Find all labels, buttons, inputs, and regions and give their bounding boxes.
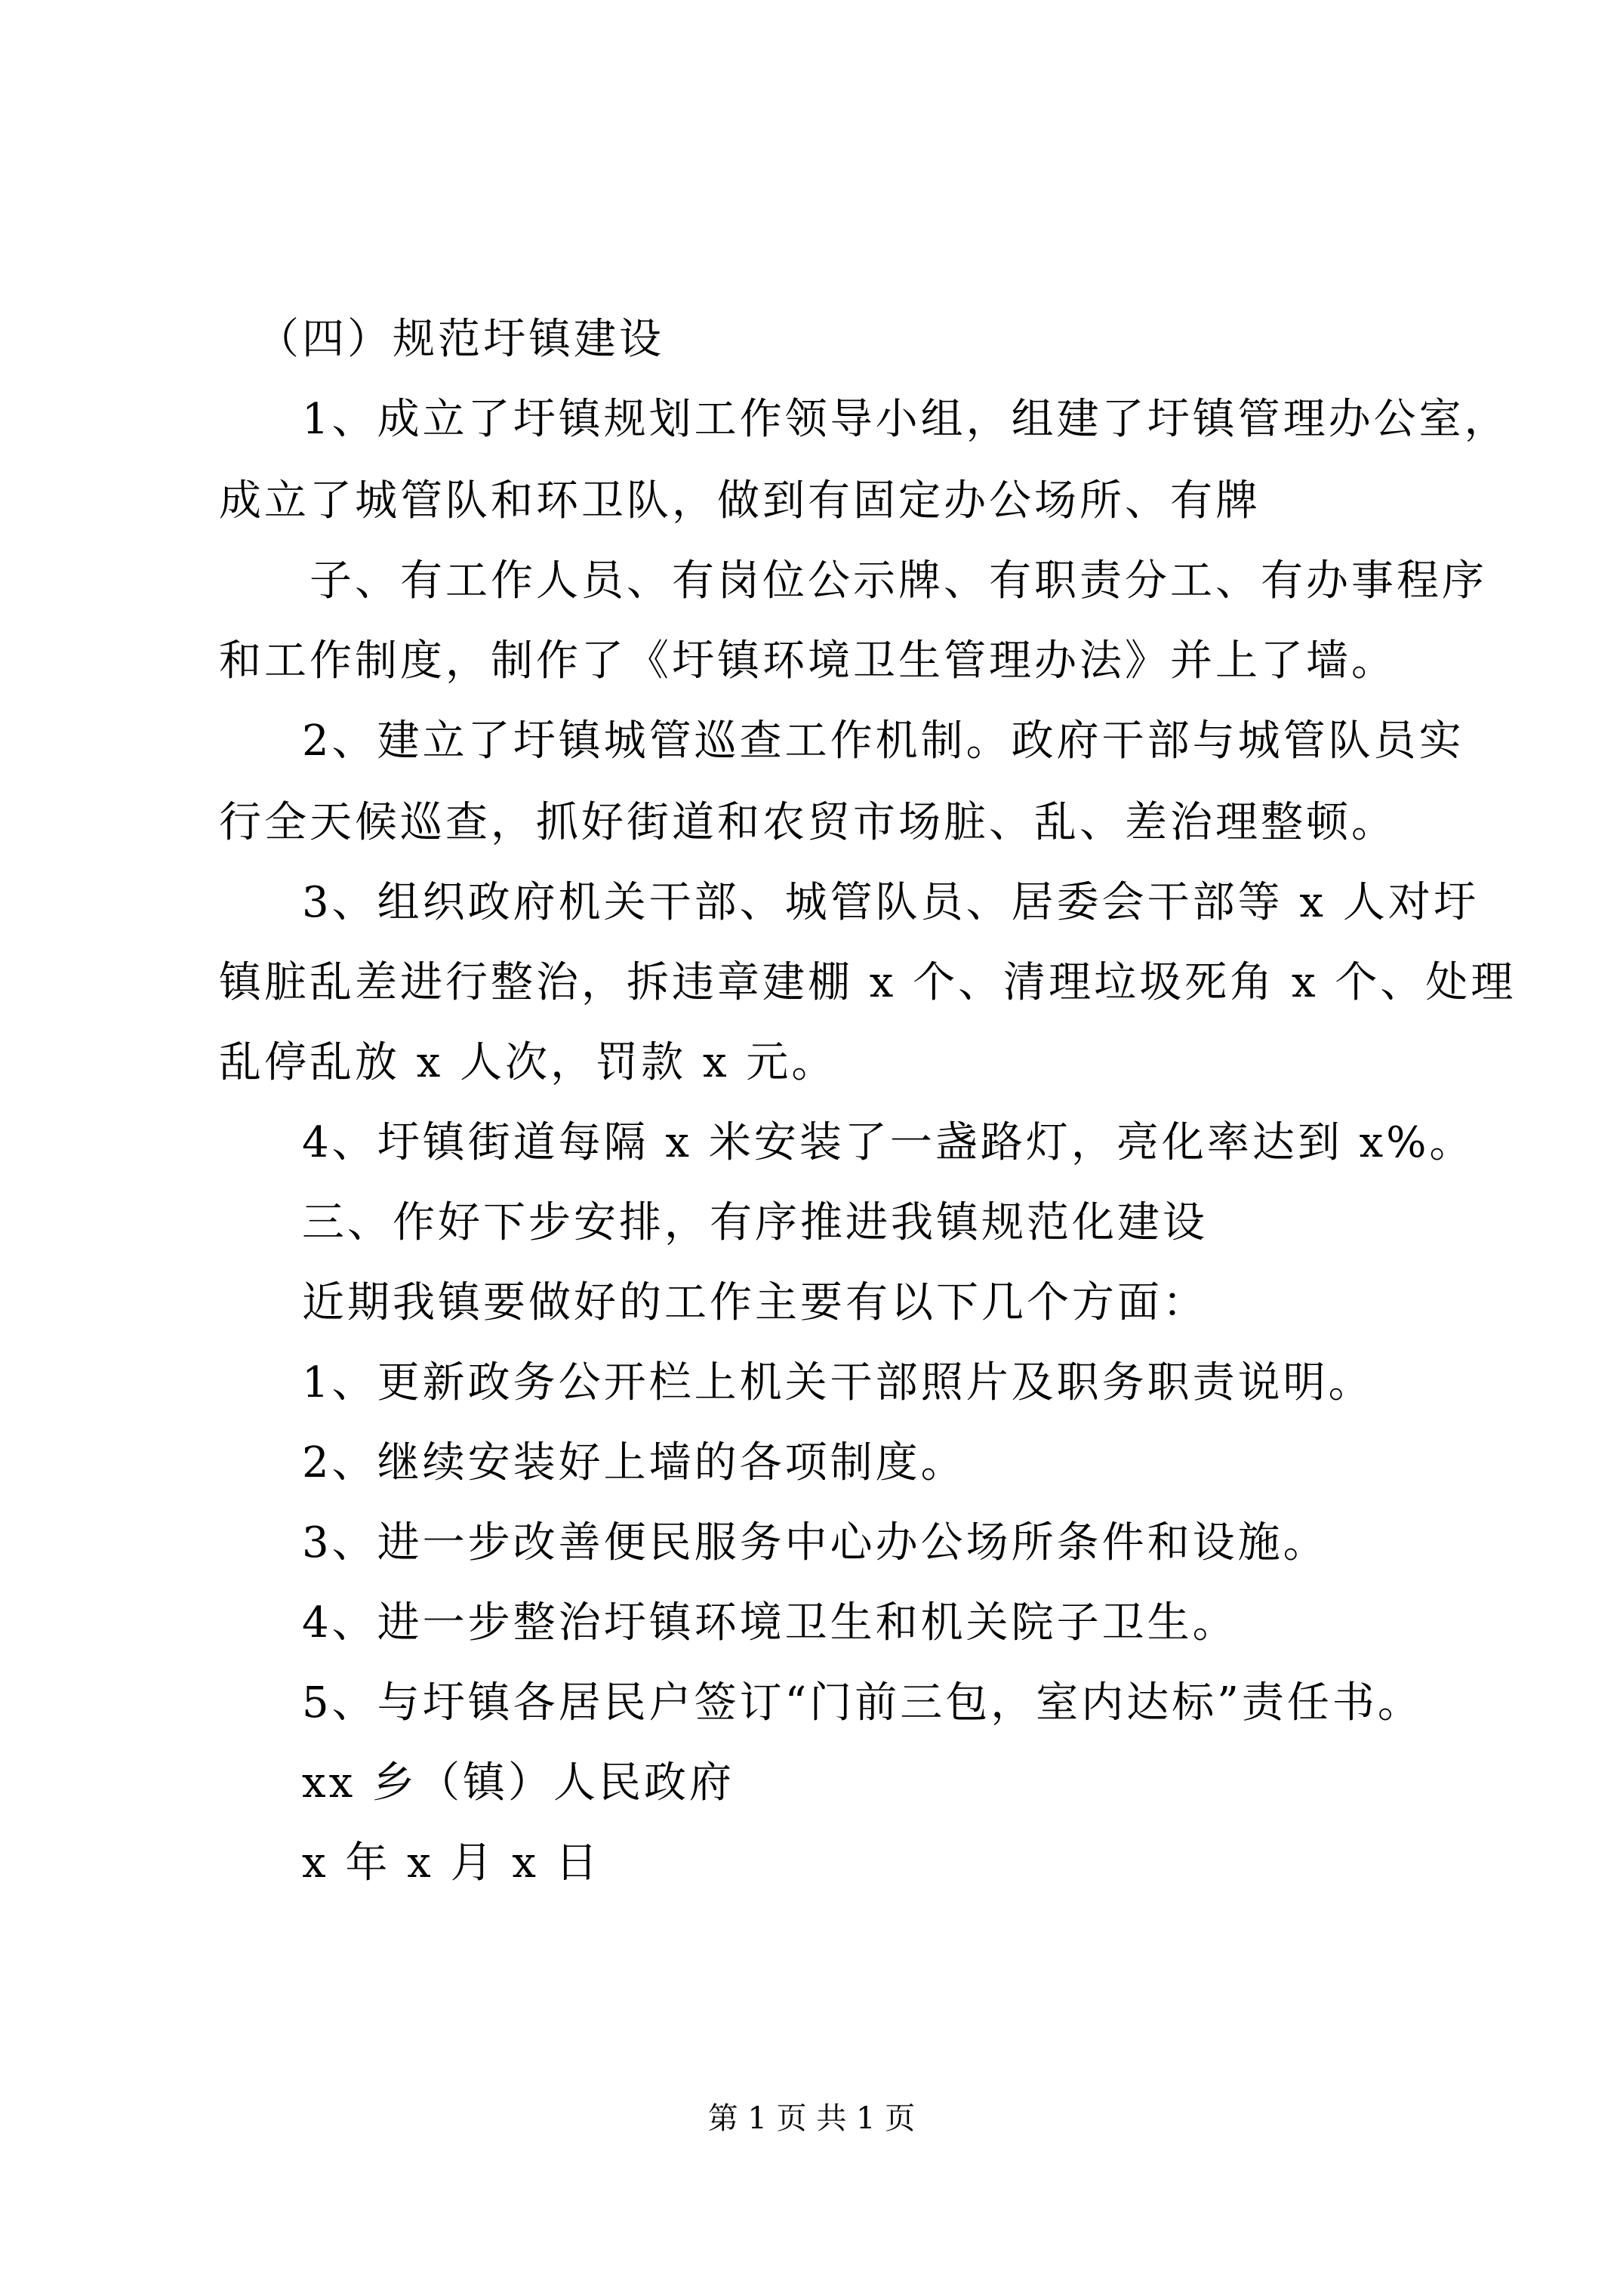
paragraph-4-line-1: 4、圩镇街道每隔 x 米安装了一盏路灯，亮化率达到 x%。 xyxy=(302,1118,1475,1167)
paragraph-2-line-1: 2、建立了圩镇城管巡查工作机制。政府干部与城管队员实 xyxy=(302,717,1464,766)
task-item-5: 5、与圩镇各居民户签订“门前三包，室内达标”责任书。 xyxy=(302,1678,1423,1727)
task-item-2: 2、继续安装好上墙的各项制度。 xyxy=(302,1438,966,1487)
section-heading: （四）规范圩镇建设 xyxy=(257,315,664,364)
task-item-4: 4、进一步整治圩镇环境卫生和机关院子卫生。 xyxy=(302,1598,1238,1647)
part-three-heading: 三、作好下步安排，有序推进我镇规范化建设 xyxy=(302,1198,1208,1247)
paragraph-3-line-3: 乱停乱放 x 人次，罚款 x 元。 xyxy=(219,1038,837,1087)
paragraph-3-line-2: 镇脏乱差进行整治，拆违章建棚 x 个、清理垃圾死角 x 个、处理 xyxy=(219,958,1517,1007)
task-item-3: 3、进一步改善便民服务中心办公场所条件和设施。 xyxy=(302,1518,1329,1567)
paragraph-1-line-2: 成立了城管队和环卫队，做到有固定办公场所、有牌 xyxy=(219,476,1261,525)
task-item-1: 1、更新政务公开栏上机关干部照片及职务职责说明。 xyxy=(302,1358,1374,1407)
paragraph-1-line-3: 子、有工作人员、有岗位公示牌、有职责分工、有办事程序 xyxy=(310,556,1487,606)
paragraph-3-line-1: 3、组织政府机关干部、城管队员、居委会干部等 x 人对圩 xyxy=(302,878,1479,927)
paragraph-1-line-1: 1、成立了圩镇规划工作领导小组，组建了圩镇管理办公室， xyxy=(302,395,1510,444)
paragraph-2-line-2: 行全天候巡查，抓好街道和农贸市场脏、乱、差治理整顿。 xyxy=(219,798,1397,847)
page-number: 第 1 页 共 1 页 xyxy=(707,2101,916,2136)
paragraph-1-line-4: 和工作制度，制作了《圩镇环境卫生管理办法》并上了墙。 xyxy=(219,636,1397,686)
date-line: x 年 x 月 x 日 xyxy=(302,1838,601,1888)
signature: xx 乡（镇）人民政府 xyxy=(302,1758,735,1808)
intro-text: 近期我镇要做好的工作主要有以下几个方面： xyxy=(302,1278,1208,1327)
